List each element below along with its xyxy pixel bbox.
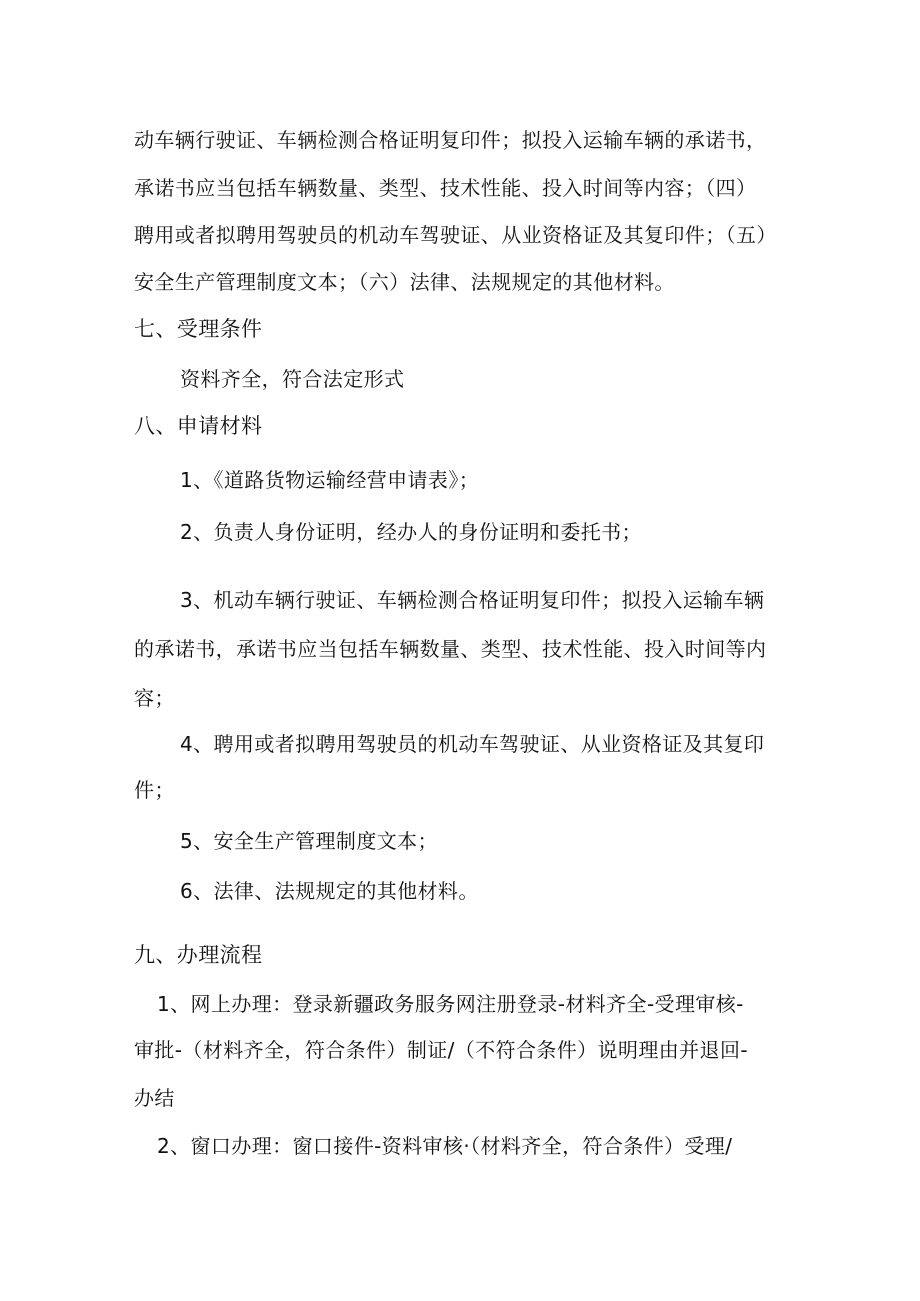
paragraph-line: 安全生产管理制度文本；（六）法律、法规规定的其他材料。 bbox=[134, 270, 675, 294]
paragraph-line: 动车辆行驶证、车辆检测合格证明复印件；拟投入运输车辆的承诺书， bbox=[134, 128, 767, 152]
section-heading-7: 七、受理条件 bbox=[134, 317, 263, 341]
section-heading-9: 九、办理流程 bbox=[134, 943, 263, 967]
list-item-continuation: 审批-（材料齐全，符合条件）制证/（不符合条件）说明理由并退回- bbox=[134, 1038, 748, 1062]
list-item: 1、《道路货物运输经营申请表》； bbox=[180, 468, 480, 492]
list-item: 2、窗口办理：窗口接件-资料审核·（材料齐全，符合条件）受理/ bbox=[157, 1134, 733, 1158]
list-item-continuation: 的承诺书，承诺书应当包括车辆数量、类型、技术性能、投入时间等内 bbox=[134, 637, 767, 661]
section-heading-8: 八、申请材料 bbox=[134, 414, 263, 438]
list-item: 4、聘用或者拟聘用驾驶员的机动车驾驶证、从业资格证及其复印 bbox=[180, 732, 765, 756]
list-item-continuation: 件； bbox=[134, 778, 175, 802]
list-item: 2、负责人身份证明，经办人的身份证明和委托书； bbox=[180, 520, 642, 544]
list-item: 6、法律、法规规定的其他材料。 bbox=[180, 879, 479, 903]
list-item-continuation: 容； bbox=[134, 686, 175, 710]
list-item: 5、安全生产管理制度文本； bbox=[180, 829, 438, 853]
paragraph-line: 聘用或者拟聘用驾驶员的机动车驾驶证、从业资格证及其复印件；（五） bbox=[134, 223, 777, 247]
list-item-continuation: 办结 bbox=[134, 1086, 175, 1110]
list-item: 3、机动车辆行驶证、车辆检测合格证明复印件；拟投入运输车辆 bbox=[180, 588, 765, 612]
paragraph-line: 承诺书应当包括车辆数量、类型、技术性能、投入时间等内容；（四） bbox=[134, 176, 757, 200]
section-7-body: 资料齐全，符合法定形式 bbox=[180, 367, 405, 391]
list-item: 1、网上办理：登录新疆政务服务网注册登录-材料齐全-受理审核- bbox=[157, 992, 744, 1016]
